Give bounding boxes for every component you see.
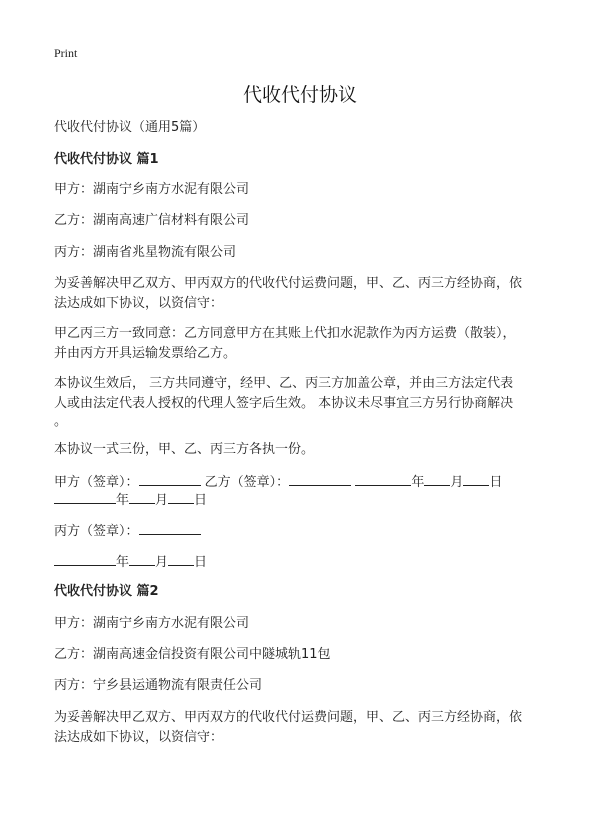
signature-row-3 [54, 520, 201, 542]
date-year-blank [355, 471, 411, 486]
date-day-label: 日 [194, 493, 208, 508]
date-month-blank [129, 551, 155, 566]
date-year-label: 年 [411, 475, 425, 490]
article-1-para-2-line-2: 并由丙方开具运输发票给乙方。 [54, 346, 237, 361]
article-2-para-1-line-2: 法达成如下协议，以资信守： [54, 730, 224, 745]
article-1-para-1-line-1: 为妥善解决甲乙双方、甲丙双方的代收代付运费问题，甲、乙、丙三方经协商，依 [54, 276, 523, 291]
article-2-party-b: 乙方：湖南高速金信投资有限公司中隧城轨11包 [54, 647, 331, 662]
article-2-para-1-line-1: 为妥善解决甲乙双方、甲丙双方的代收代付运费问题，甲、乙、丙三方经协商，依 [54, 710, 523, 725]
print-link[interactable]: Print [54, 46, 78, 60]
article-2-heading: 代收代付协议 篇2 [54, 584, 159, 599]
date-month-blank [129, 489, 155, 504]
signature-row-2 [54, 489, 207, 511]
date-month-label: 月 [155, 555, 169, 570]
article-1-para-4: 本协议一式三份，甲、乙、丙三方各执一份。 [54, 442, 315, 457]
date-month-label: 月 [450, 475, 464, 490]
article-1-party-a: 甲方：湖南宁乡南方水泥有限公司 [54, 182, 250, 197]
article-1-para-3-line-1: 本协议生效后， 三方共同遵守，经甲、乙、丙三方加盖公章，并由三方法定代表 [54, 376, 514, 391]
date-day-label: 日 [489, 475, 503, 490]
sign-a-blank [139, 471, 201, 486]
date-year-label: 年 [116, 493, 130, 508]
article-1-para-3-line-2: 人或由法定代表人授权的代理人签字后生效。 本协议未尽事宜三方另行协商解决 [54, 396, 514, 411]
date-month-blank [424, 471, 450, 486]
date-year-label: 年 [116, 555, 130, 570]
sign-c-label: 丙方（签章）： [54, 524, 139, 539]
date-day-blank [168, 551, 194, 566]
document-subtitle: 代收代付协议（通用5篇） [54, 120, 206, 135]
date-year-blank [54, 489, 116, 504]
date-day-blank [168, 489, 194, 504]
article-1-para-3-line-3: 。 [54, 414, 68, 429]
article-1-heading: 代收代付协议 篇1 [54, 152, 159, 167]
article-1-party-b: 乙方：湖南高速广信材料有限公司 [54, 213, 250, 228]
date-month-label: 月 [155, 493, 169, 508]
sign-b-blank [289, 471, 351, 486]
document-title: 代收代付协议 [242, 84, 357, 106]
date-day-label: 日 [194, 555, 208, 570]
article-2-party-c: 丙方：宁乡县运通物流有限责任公司 [54, 678, 263, 693]
article-1-para-2-line-1: 甲乙丙三方一致同意：乙方同意甲方在其账上代扣水泥款作为丙方运费（散装）， [54, 326, 516, 341]
article-1-para-1-line-2: 法达成如下协议，以资信守： [54, 296, 224, 311]
sign-c-blank [139, 520, 201, 535]
date-day-blank [463, 471, 489, 486]
sign-a-label: 甲方（签章）： [54, 475, 139, 490]
sign-b-label: 乙方（签章）： [204, 475, 290, 490]
article-2-party-a: 甲方：湖南宁乡南方水泥有限公司 [54, 616, 250, 631]
signature-row-4 [54, 551, 207, 573]
date-year-blank [54, 551, 116, 566]
article-1-party-c: 丙方：湖南省兆星物流有限公司 [54, 245, 237, 260]
